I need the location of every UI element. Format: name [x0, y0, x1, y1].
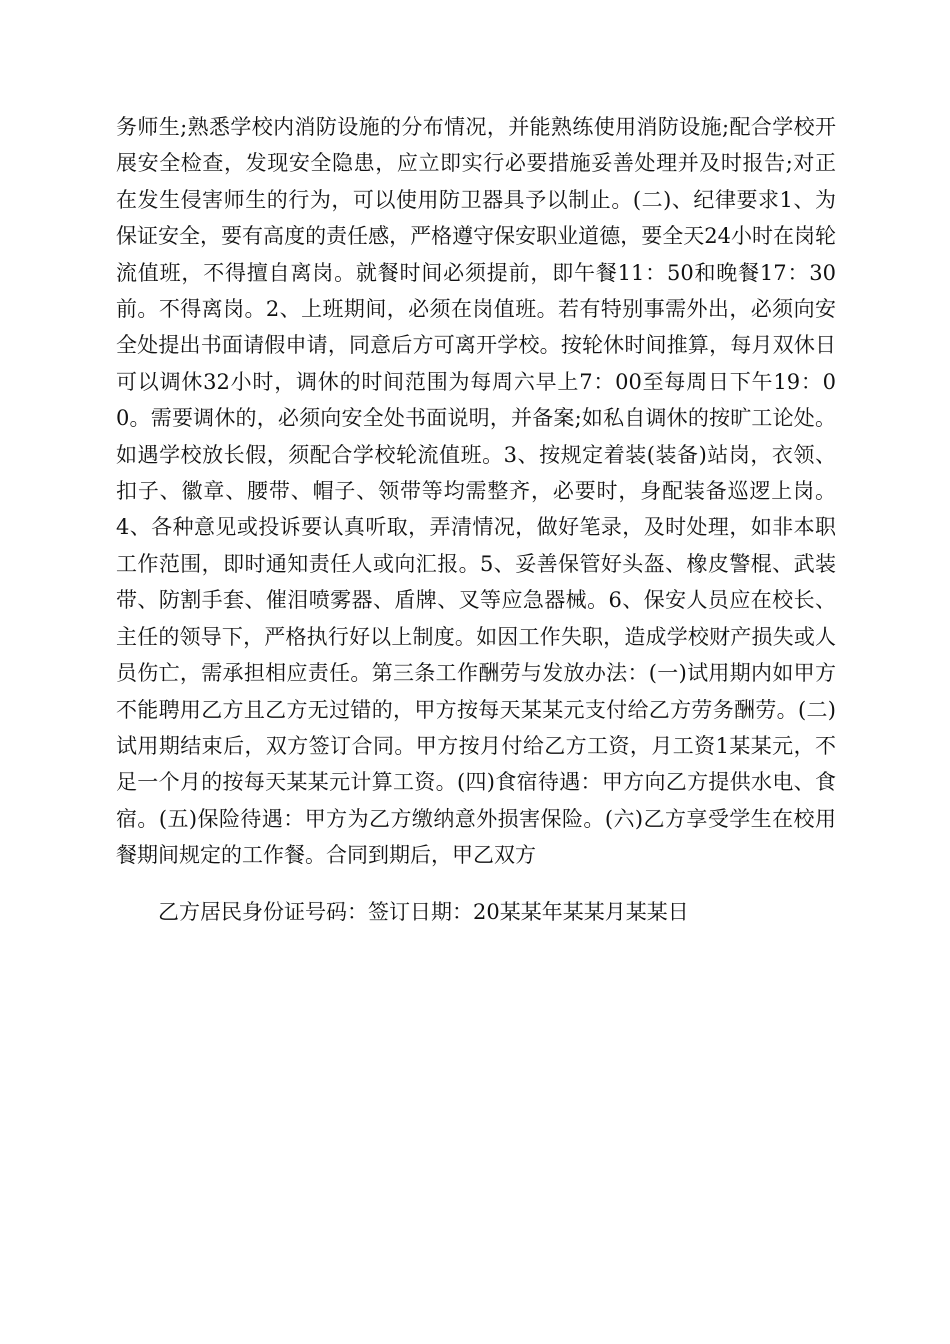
contract-body-paragraph: 务师生;熟悉学校内消防设施的分布情况，并能熟练使用消防设施;配合学校开展安全检查，发现安全隐患，应立即实行必要措施妥善处理并及时报告;对正在发生侵害师生的行为，可以使用防卫器具予以制止。(二)、纪律要求1、为保证安全，要有高度的责任感，严格遵守保安职业道德，要全天24小时在岗轮流值班，不得擅自离岗。就餐时间必须提前，即午餐11：50和晚餐17：30前。不得离岗。2、上班期间，必须在岗值班。若有特别事需外出，必须向安全处提出书面请假申请，同意后方可离开学校。按轮休时间推算，每月双休日可以调休32小时，调休的时间范围为每周六早上7：00至每周日下午19：00。需要调休的，必须向安全处书面说明，并备案;如私自调休的按旷工论处。如遇学校放长假，须配合学校轮流值班。3、按规定着装(装备)站岗，衣领、扣子、徽章、腰带、帽子、领带等均需整齐，必要时，身配装备巡逻上岗。4、各种意见或投诉要认真听取，弄清情况，做好笔录，及时处理，如非本职工作范围，即时通知责任人或向汇报。5、妥善保管好头盔、橡皮警棍、武装带、防割手套、催泪喷雾器、盾牌、叉等应急器械。6、保安人员应在校长、主任的领导下，严格执行好以上制度。如因工作失职，造成学校财产损失或人员伤亡，需承担相应责任。第三条工作酬劳与发放办法：(一)试用期内如甲方不能聘用乙方且乙方无过错的，甲方按每天某某元支付给乙方劳务酬劳。(二)试用期结束后，双方签订合同。甲方按月付给乙方工资，月工资1某某元，不足一个月的按每天某某元计算工资。(四)食宿待遇：甲方向乙方提供水电、食宿。(五)保险待遇：甲方为乙方缴纳意外损害保险。(六)乙方享受学生在校用餐期间规定的工作餐。合同到期后，甲乙双方	[116, 115, 836, 868]
document-page	[116, 109, 836, 930]
signature-line: 乙方居民身份证号码：签订日期：20某某年某某月某某日	[158, 899, 689, 924]
